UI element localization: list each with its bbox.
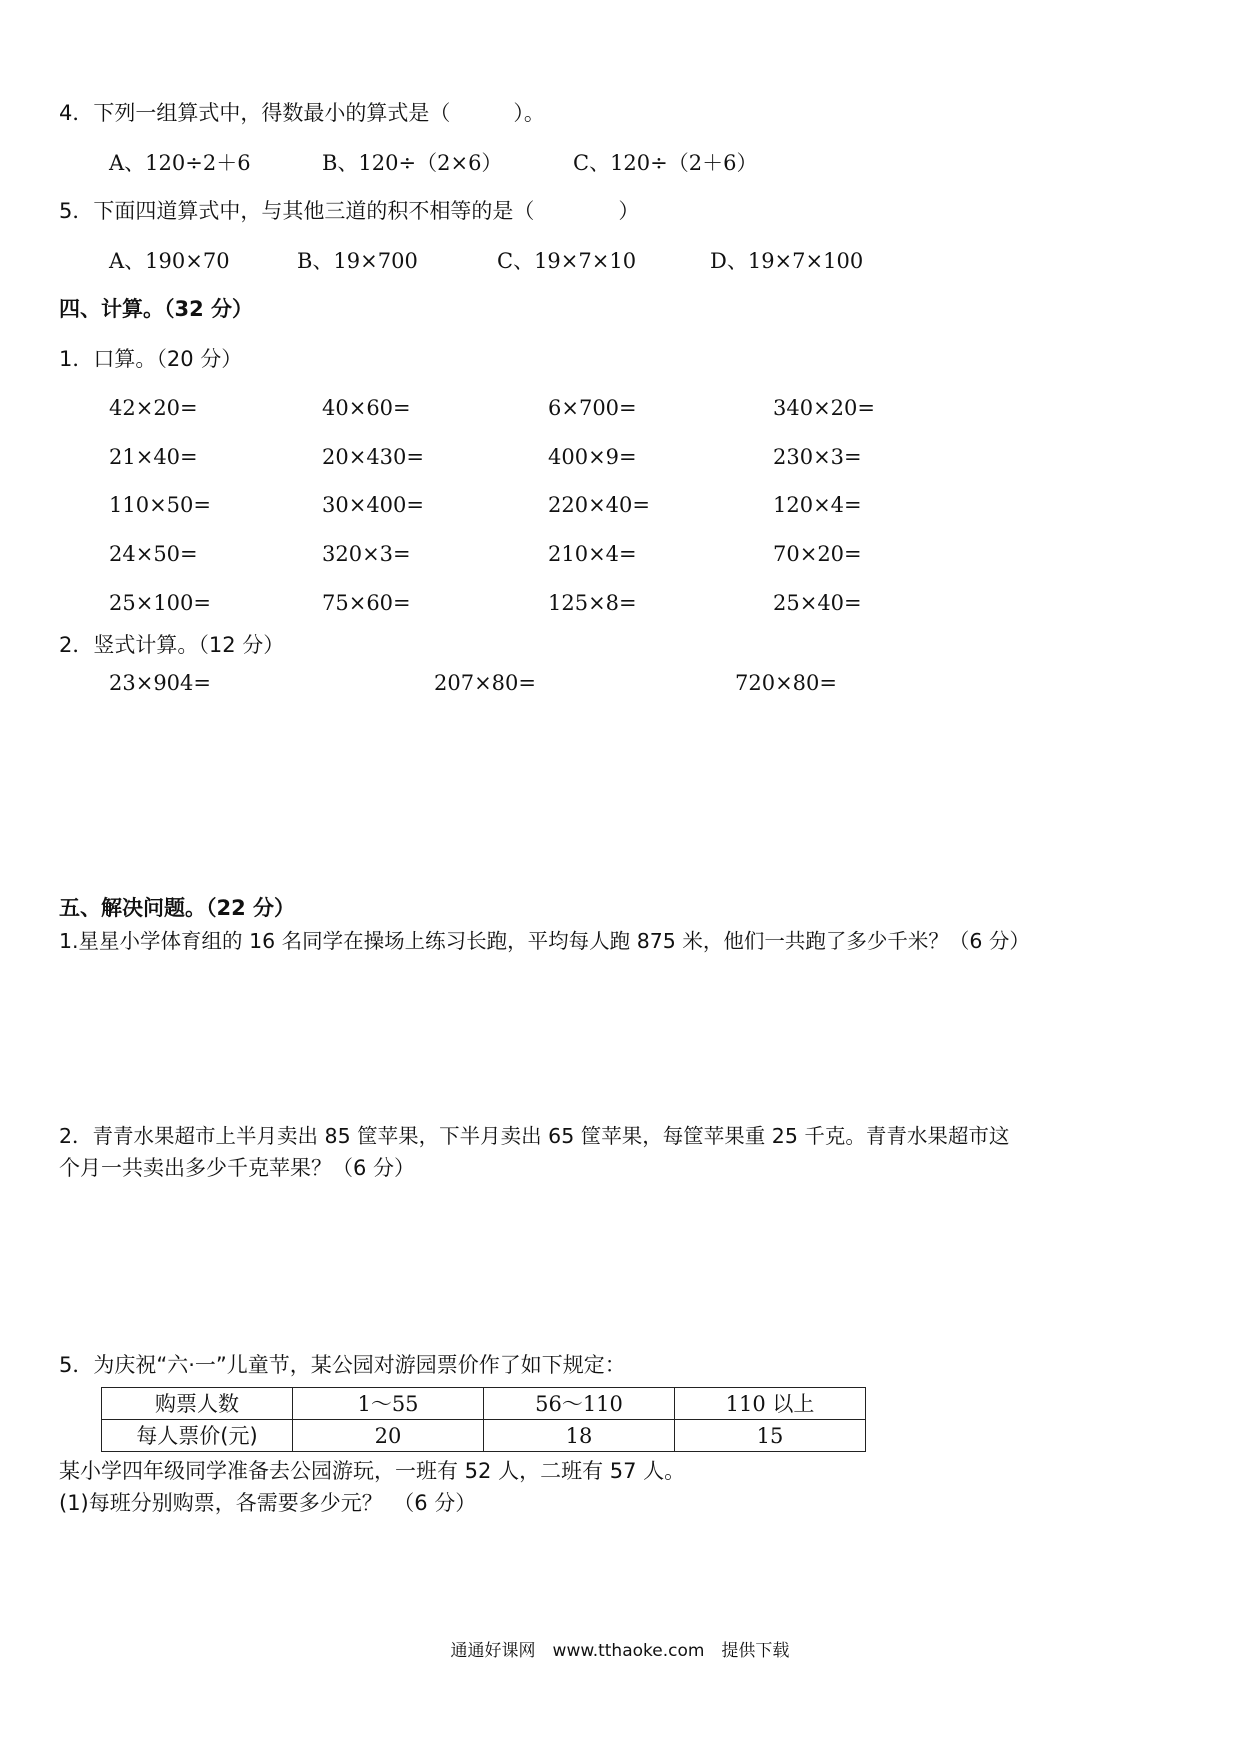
table-cell: 15 (675, 1420, 866, 1452)
oral-item: 125×8= (548, 591, 637, 615)
oral-item: 6×700= (548, 396, 637, 420)
oral-item: 400×9= (548, 445, 637, 469)
problem-2-line-1: 2．青青水果超市上半月卖出 85 筐苹果，下半月卖出 65 筐苹果，每筐苹果重 25 千克。青青水果超市这 (59, 1124, 1010, 1148)
oral-item: 220×40= (548, 493, 650, 517)
oral-item: 21×40= (109, 445, 198, 469)
table-cell: 18 (484, 1420, 675, 1452)
q4-option-a: A、120÷2＋6 (109, 151, 251, 175)
q5-option-d: D、19×7×100 (710, 249, 864, 273)
table-cell: 56～110 (484, 1388, 675, 1420)
vertical-item: 23×904= (109, 671, 211, 695)
oral-calc-title: 1．口算。（20 分） (59, 347, 243, 371)
oral-item: 75×60= (322, 591, 411, 615)
q5-option-b: B、19×700 (297, 249, 418, 273)
q4-option-b: B、120÷（2×6） (322, 151, 503, 175)
oral-item: 110×50= (109, 493, 211, 517)
table-row (102, 1420, 866, 1452)
vertical-item: 207×80= (434, 671, 536, 695)
oral-item: 70×20= (773, 542, 862, 566)
oral-item: 30×400= (322, 493, 424, 517)
table-cell: 每人票价(元) (102, 1420, 293, 1452)
problem-5-sub-1: (1)每班分别购票，各需要多少元？ （6 分） (59, 1491, 477, 1515)
problem-1: 1.星星小学体育组的 16 名同学在操场上练习长跑，平均每人跑 875 米，他们一共跑了多少千米？（6 分） (59, 929, 1030, 953)
oral-item: 40×60= (322, 396, 411, 420)
question-4-stem: 4．下列一组算式中，得数最小的算式是（ ）。 (59, 101, 545, 125)
table-row (102, 1388, 866, 1420)
vertical-calc-title: 2．竖式计算。（12 分） (59, 633, 285, 657)
footer-credit: 通通好课网 www.tthaoke.com 提供下载 (450, 1641, 790, 1661)
problem-5-intro: 5．为庆祝“六·一”儿童节，某公园对游园票价作了如下规定： (59, 1353, 626, 1377)
problem-5-info: 某小学四年级同学准备去公园游玩，一班有 52 人，二班有 57 人。 (59, 1459, 686, 1483)
table-cell: 110 以上 (675, 1388, 866, 1420)
oral-item: 20×430= (322, 445, 424, 469)
oral-item: 120×4= (773, 493, 862, 517)
oral-item: 25×100= (109, 591, 211, 615)
table-cell: 20 (293, 1420, 484, 1452)
ticket-price-table (101, 1387, 866, 1452)
oral-item: 25×40= (773, 591, 862, 615)
table-cell: 1～55 (293, 1388, 484, 1420)
problem-2-line-2: 个月一共卖出多少千克苹果？（6 分） (59, 1156, 416, 1180)
section-4-title: 四、计算。（32 分） (59, 297, 254, 321)
oral-item: 42×20= (109, 396, 198, 420)
oral-item: 230×3= (773, 445, 862, 469)
oral-item: 320×3= (322, 542, 411, 566)
q5-option-a: A、190×70 (109, 249, 230, 273)
section-5-title: 五、解决问题。（22 分） (59, 896, 296, 920)
q4-option-c: C、120÷（2＋6） (573, 151, 758, 175)
oral-item: 210×4= (548, 542, 637, 566)
question-5-stem: 5．下面四道算式中，与其他三道的积不相等的是（ ） (59, 199, 640, 223)
table-cell: 购票人数 (102, 1388, 293, 1420)
vertical-item: 720×80= (735, 671, 837, 695)
oral-item: 340×20= (773, 396, 875, 420)
q5-option-c: C、19×7×10 (497, 249, 637, 273)
oral-item: 24×50= (109, 542, 198, 566)
